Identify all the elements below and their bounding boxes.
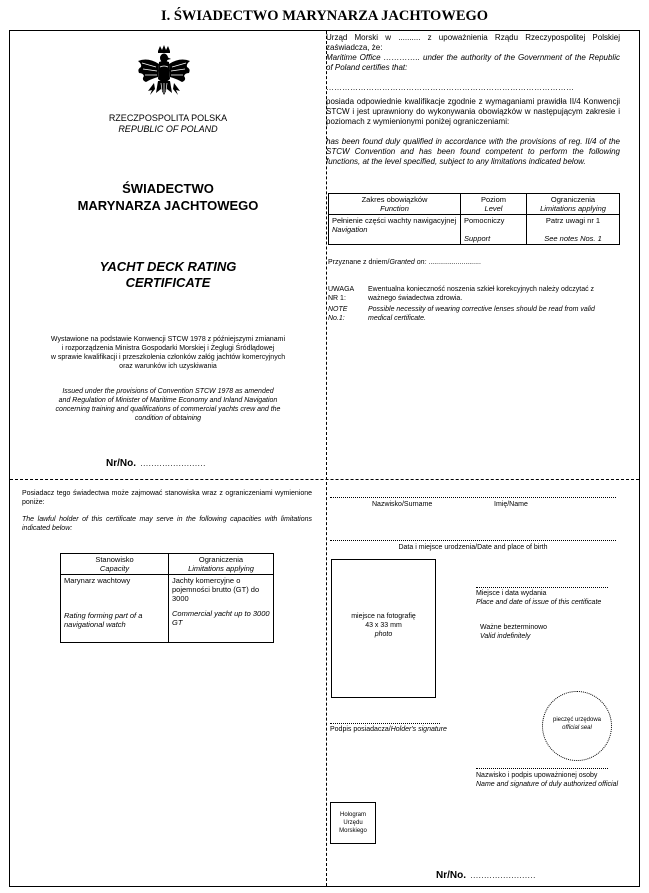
table-row — [329, 215, 620, 245]
cert-title-en-2: CERTIFICATE — [125, 275, 211, 290]
table-header: Zakres obowiązków Function — [329, 194, 461, 215]
horizontal-fold-line — [10, 479, 639, 480]
issue-pl: Miejsce i data wydania — [476, 590, 547, 597]
issued-en-line: concerning training and qualifications of commercial yachts crew and the — [55, 406, 281, 413]
table-header: Ograniczenia Limitations applying — [527, 194, 620, 215]
holder-pl: Posiadacz tego świadectwa może zajmować stanowiska wraz z ograniczeniami wymienione poniże: — [22, 490, 312, 506]
cert-number-back-label: Nr/No. — [436, 870, 466, 881]
country-pl: RZECZPOSPOLITA POLSKA — [108, 113, 228, 123]
issued-en-line: Issued under the provisions of Convention STCW 1978 as amended — [62, 388, 274, 395]
issued-pl-line: w sprawie kwalifikacji i przeszkolenia członków załóg jachtów komercyjnych — [50, 354, 286, 361]
issued-en-line: and Regulation of Minister of Maritime Economy and Inland Navigation — [58, 397, 278, 404]
table-row — [61, 554, 274, 575]
cert-title-en-1: YACHT DECK RATING — [99, 259, 237, 274]
holder-name-dots: ………………………………………………………………………………… — [326, 83, 574, 92]
granted-on: Przyznane z dniem/Granted on: ........................... — [328, 259, 481, 266]
photo-placeholder: miejsce na fotografię 43 x 33 mm photo — [331, 559, 436, 698]
surname-line — [330, 497, 616, 498]
capacity-table — [60, 553, 274, 643]
office-pl: Urząd Morski w .......... z upoważnienia Rządu Rzeczypospolitej Polskiej zaświadcza, że: — [326, 33, 620, 52]
table-row — [329, 194, 620, 215]
note-en-label: NOTE No.1: — [328, 306, 348, 322]
authorized-line — [476, 768, 608, 769]
birth-line — [330, 540, 616, 541]
issue-line — [476, 587, 608, 588]
polish-eagle-icon — [134, 45, 194, 107]
signature-line — [330, 723, 440, 724]
issued-pl-line: oraz warunków ich uzyskiwania — [119, 363, 217, 370]
signature-label: Podpis posiadacza/Holder's signature — [330, 726, 447, 733]
hologram-box: Hologram Urzędu Morskiego — [330, 802, 376, 844]
table-cell: Pełnienie części wachty nawigacyjnej Navigation — [329, 215, 461, 245]
table-header: Ograniczenia Limitations applying — [169, 554, 274, 575]
issue-en: Place and date of issue of this certificate — [476, 599, 602, 606]
birth-label: Data i miejsce urodzenia/Date and place of birth — [398, 544, 548, 551]
table-header: Poziom Level — [461, 194, 527, 215]
table-cell: Jachty komercyjne o pojemności brutto (GT) do 3000 Commercial yacht up to 3000 GT — [169, 575, 274, 643]
official-seal-circle: pieczęć urzędowa official seal — [542, 691, 612, 761]
country-en: REPUBLIC OF POLAND — [118, 124, 218, 134]
table-cell: Patrz uwagi nr 1 See notes Nos. 1 — [527, 215, 620, 245]
cert-number — [106, 453, 206, 471]
issued-pl-line: i rozporządzenia Ministra Gospodarki Morskiej i Żeglugi Śródlądowej — [61, 345, 275, 352]
cert-number-label: Nr/No. — [106, 458, 136, 469]
authorized-pl: Nazwisko i podpis upoważnionej osoby — [476, 772, 598, 779]
cert-number-value: ........................ — [140, 459, 206, 468]
cert-title-pl-1: ŚWIADECTWO — [122, 181, 214, 196]
valid-en: Valid indefinitely — [480, 633, 531, 640]
note-pl-label: UWAGA NR 1: — [328, 286, 354, 302]
issued-en-line: condition of obtaining — [134, 415, 202, 422]
cert-title-pl-2: MARYNARZA JACHTOWEGO — [77, 198, 259, 213]
name-label: Imię/Name — [494, 501, 528, 508]
quals-pl: posiada odpowiednie kwalifikacje zgodnie z wymaganiami prawidła II/4 Konwencji STCW i jest uprawniony do wykonywania obowiązków w następującym zakresie i poziomach z wymienionymi poniżej ograniczeniami: — [326, 97, 620, 126]
certificate-frame — [9, 30, 640, 887]
cert-number-back-value: ........................ — [470, 871, 536, 880]
note-pl-text: Ewentualna konieczność noszenia szkieł korekcyjnych należy odczytać z ważnego świadectwa zdrowia. — [368, 286, 595, 302]
authorized-en: Name and signature of duly authorized official — [476, 781, 619, 788]
table-cell: Marynarz wachtowy Rating forming part of a navigational watch — [61, 575, 169, 643]
quals-en: has been found duly qualified in accordance with the provisions of reg. II/4 of the STCW Convention and has been found competent to perform the following functions, at the level specified, subject to any limitations indicated below. — [326, 137, 620, 166]
issued-pl — [10, 335, 326, 371]
page-title: I. ŚWIADECTWO MARYNARZA JACHTOWEGO — [160, 8, 489, 24]
issued-pl-line: Wystawione na podstawie Konwencji STCW 1978 z późniejszymi zmianami — [50, 336, 286, 343]
holder-en: The lawful holder of this certificate may serve in the following capacities with limitations indicated below: — [22, 516, 312, 532]
issued-en — [10, 387, 326, 423]
table-row — [61, 575, 274, 643]
table-header: Stanowisko Capacity — [61, 554, 169, 575]
function-table — [328, 193, 620, 245]
cert-number-back — [436, 865, 536, 883]
table-cell: Pomocniczy Support — [461, 215, 527, 245]
office-en: Maritime Office ………….. under the authority of the Government of the Republic of Poland certifies that: — [326, 53, 620, 72]
surname-label: Nazwisko/Surname — [372, 501, 433, 508]
note-en-text: Possible necessity of wearing corrective lenses should be read from valid medical certificate. — [368, 306, 595, 322]
valid-pl: Ważne bezterminowo — [480, 624, 548, 631]
